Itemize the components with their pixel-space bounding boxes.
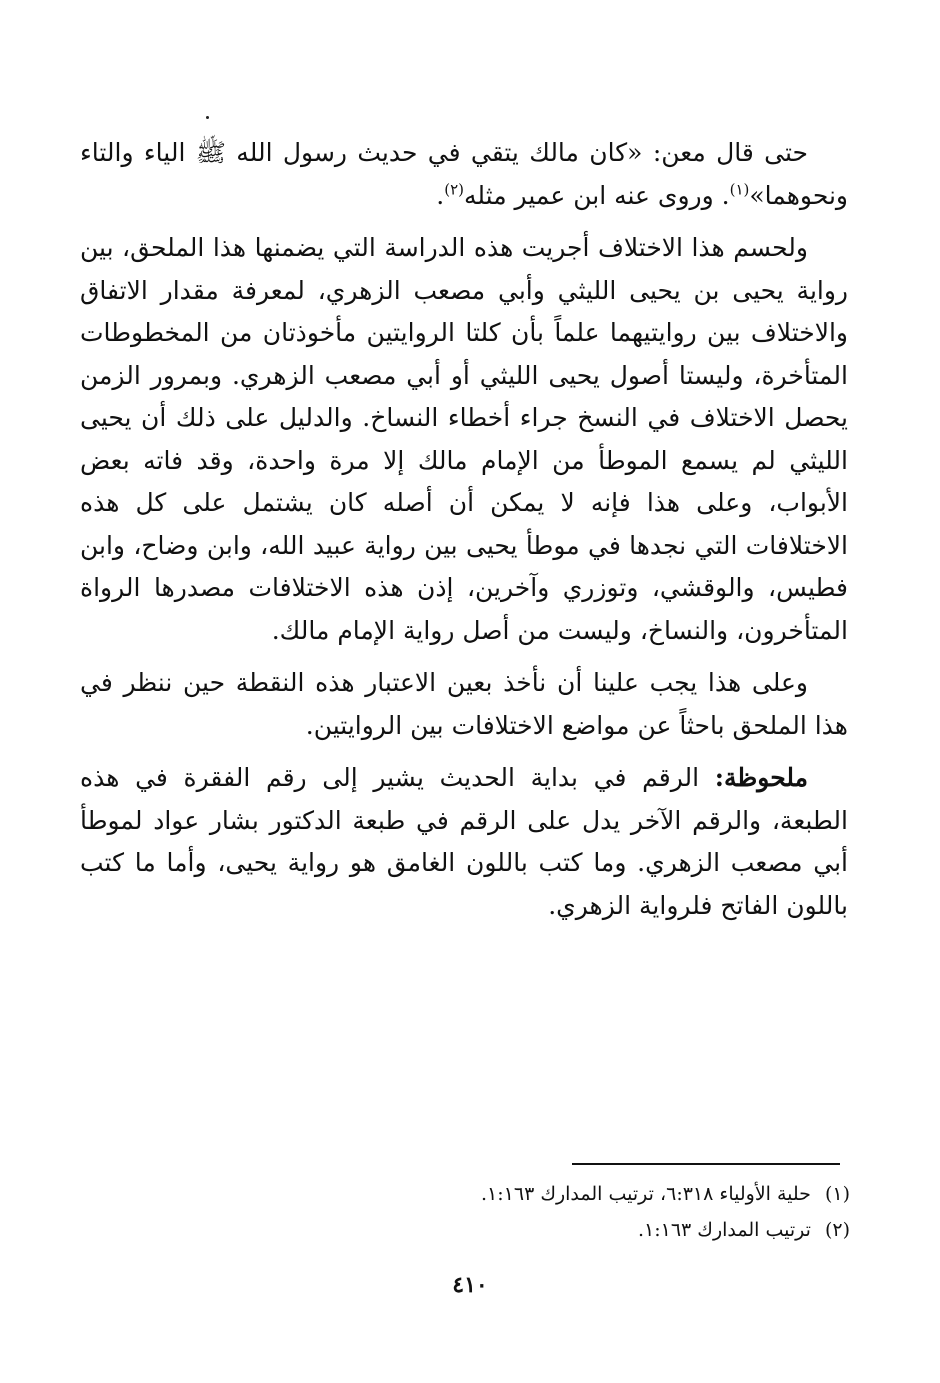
footnote-1-text: حلية الأولياء ٦:٣١٨، ترتيب المدارك ١:١٦٣.	[481, 1183, 811, 1205]
footnote-2-text: ترتيب المدارك ١:١٦٣.	[637, 1219, 811, 1241]
footnote-divider	[572, 1163, 840, 1165]
paragraph-note	[80, 757, 848, 927]
note-label: ملحوظة:	[714, 763, 808, 792]
paragraph-1-text-a: حتى قال معن: «كان مالك يتقي في حديث رسول الله ﷺ الياء والتاء ونحوهما»	[80, 138, 848, 210]
paragraph-1	[80, 132, 848, 217]
page-number: ٤١٠	[452, 1272, 488, 1298]
paragraph-3: وعلى هذا يجب علينا أن نأخذ بعين الاعتبار هذه النقطة حين ننظر في هذا الملحق باحثاً عن مواضع الاختلافات بين الروايتين.	[80, 668, 848, 740]
paragraph-1-text-b: . وروى عنه ابن عمير مثله	[463, 180, 730, 210]
footnote-1	[330, 1176, 850, 1212]
footnote-2-number: (٢)	[824, 1219, 850, 1241]
footnote-2	[330, 1212, 850, 1248]
note-text: الرقم في بداية الحديث يشير إلى رقم الفقرة في هذه الطبعة، والرقم الآخر يدل على الرقم في طبعة الدكتور بشار عواد لموطأ أبي مصعب الزهري. وما كتب باللون الغامق هو رواية يحيى، وأما ما كتب باللون الفاتح فلرواية الزهري.	[80, 763, 848, 920]
scan-speck	[206, 116, 209, 119]
footnotes	[330, 1176, 850, 1248]
paragraph-1-text-c: .	[436, 180, 445, 210]
footnote-1-number: (١)	[824, 1183, 850, 1205]
footnote-ref-1: (١)	[729, 180, 750, 199]
paragraph-2: ولحسم هذا الاختلاف أجريت هذه الدراسة التي يضمنها هذا الملحق، بين رواية يحيى بن يحيى الليثي وأبي مصعب الزهري، لمعرفة مقدار الاتفاق والاختلاف بين روايتيهما علماً بأن كلتا الروايتين مأخوذتان من المخطوطات المتأخرة، وليستا أصول يحيى الليثي أو أبي مصعب الزهري. وبمرور الزمن يحصل الاختلاف في النسخ جراء أخطاء النساخ. والدليل على ذلك أن يحيى الليثي لم يسمع الموطأ من الإمام مالك إلا مرة واحدة، وقد فاته بعض الأبواب، وعلى هذا فإنه لا يمكن أن أصله كان يشتمل على كل هذه الاختلافات التي نجدها في موطأ يحيى بين رواية عبيد الله، وابن وضاح، وابن فطيس، والوقشي، وتوزري وآخرين، إذن هذه الاختلافات مصدرها الرواة المتأخرون، والنساخ، وليست من أصل رواية الإمام مالك.	[80, 233, 848, 645]
main-text	[80, 132, 848, 937]
footnote-ref-2: (٢)	[444, 180, 464, 199]
